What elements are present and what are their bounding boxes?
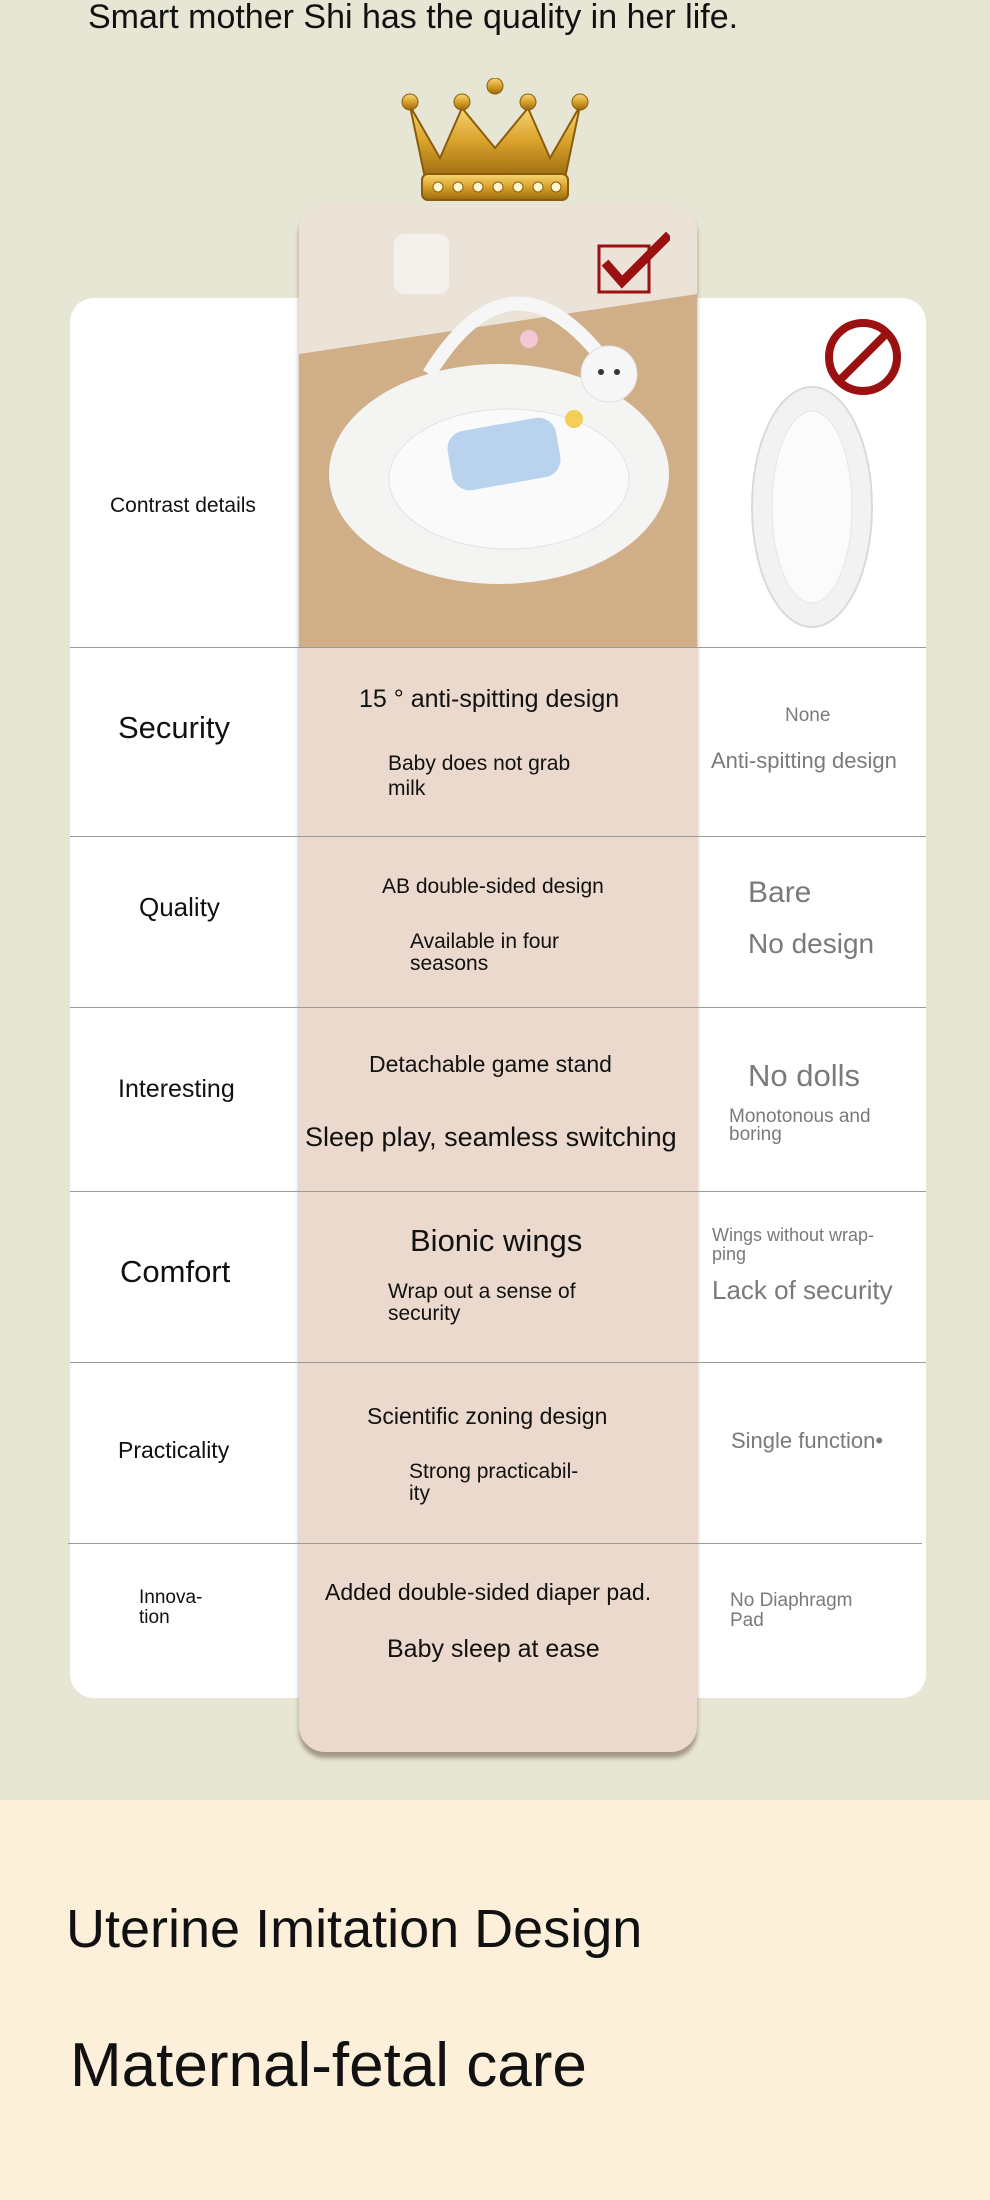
ours-feature: Detachable game stand (369, 1051, 612, 1077)
row-label-innovation: Innova- (139, 1587, 203, 1608)
row-label-interesting: Interesting (118, 1075, 235, 1103)
theirs-detail: No design (748, 928, 875, 959)
ours-detail: Wrap out a sense of (388, 1280, 576, 1303)
ours-detail: Baby does not grab (388, 752, 571, 775)
ours-feature: Scientific zoning design (367, 1403, 608, 1429)
ours-detail: Strong practicabil- (409, 1460, 579, 1483)
ours-detail: security (388, 1302, 461, 1325)
page-headline: Smart mother Shi has the quality in her life. (88, 0, 739, 36)
ours-feature: Bionic wings (410, 1223, 583, 1258)
ours-feature: AB double-sided design (382, 875, 604, 898)
footer-subtitle: Maternal-fetal care (70, 2031, 587, 2100)
ours-detail: Available in four (410, 930, 560, 953)
theirs-feature: ping (712, 1244, 747, 1264)
ours-detail: Sleep play, seamless switching (305, 1122, 677, 1152)
row-label-innovation: tion (139, 1607, 170, 1628)
row-divider (70, 1191, 926, 1192)
ours-feature: 15 ° anti-spitting design (359, 685, 620, 713)
ours-feature: Added double-sided diaper pad. (325, 1579, 652, 1605)
theirs-feature: No dolls (748, 1058, 860, 1093)
ours-detail: Baby sleep at ease (387, 1635, 600, 1663)
row-divider (70, 1007, 926, 1008)
theirs-detail: boring (729, 1124, 782, 1145)
label-header: Contrast details (110, 494, 256, 517)
check-icon (594, 232, 670, 296)
theirs-feature: No Diaphragm (730, 1590, 853, 1611)
crown-icon (400, 78, 590, 208)
ours-detail: milk (388, 777, 426, 800)
theirs-feature: Single function• (731, 1428, 884, 1453)
theirs-feature: None (785, 705, 831, 726)
theirs-detail: Anti-spitting design (711, 748, 897, 773)
row-label-practicality: Practicality (118, 1437, 230, 1463)
row-divider (70, 1362, 926, 1363)
row-divider (70, 647, 926, 648)
row-label-security: Security (118, 710, 230, 745)
competitor-photo (744, 382, 880, 632)
ours-detail: ity (409, 1482, 430, 1505)
theirs-feature: Wings without wrap- (712, 1225, 875, 1245)
row-label-quality: Quality (139, 892, 220, 922)
ours-detail: seasons (410, 952, 489, 975)
row-label-comfort: Comfort (120, 1254, 231, 1289)
row-divider (68, 1543, 922, 1544)
footer-title: Uterine Imitation Design (66, 1899, 643, 1959)
row-divider (70, 836, 926, 837)
theirs-feature: Pad (730, 1610, 764, 1631)
theirs-detail: Lack of security (712, 1275, 893, 1305)
theirs-detail: Monotonous and (729, 1106, 871, 1127)
theirs-feature: Bare (748, 876, 812, 909)
footer-section (0, 1800, 990, 2200)
